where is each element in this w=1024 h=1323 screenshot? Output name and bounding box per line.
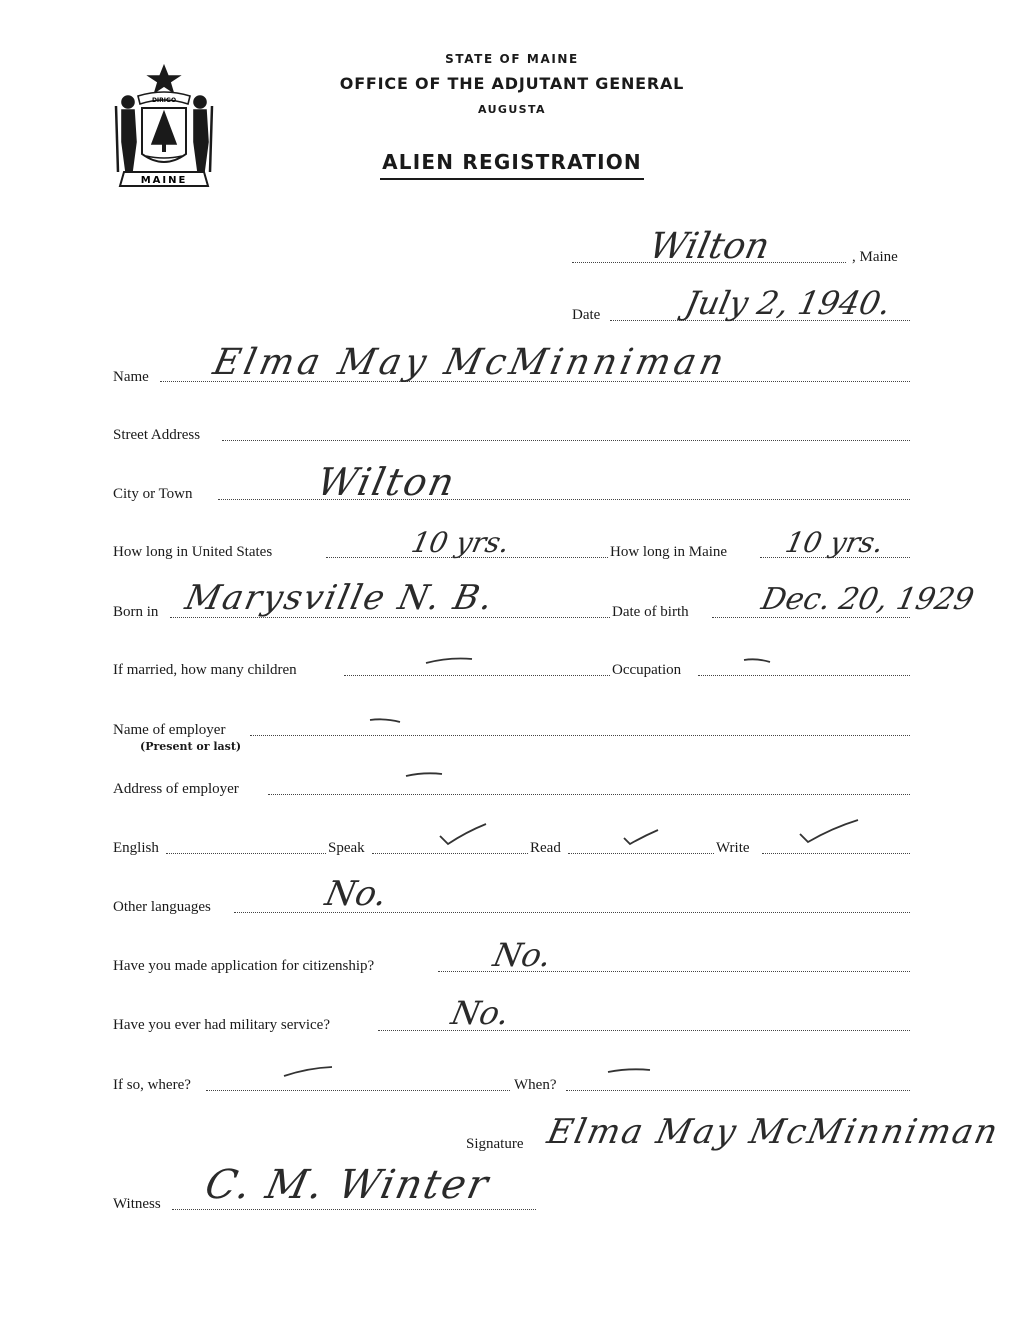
speak-check-mark bbox=[436, 822, 488, 848]
street-address-leader bbox=[222, 440, 910, 441]
date-of-birth-label: Date of birth bbox=[612, 604, 689, 620]
write-leader bbox=[762, 853, 910, 854]
signature-value: Elma May McMinniman bbox=[543, 1112, 1003, 1152]
if-so-where-label: If so, where? bbox=[113, 1077, 191, 1093]
header-city: AUGUSTA bbox=[478, 103, 546, 116]
seal-motto: DIRIGO bbox=[151, 97, 177, 104]
employer-name-label: Name of employer bbox=[113, 722, 226, 738]
witness-label: Witness bbox=[113, 1196, 161, 1212]
date-value: July 2, 1940. bbox=[681, 284, 895, 322]
if-so-where-dash bbox=[282, 1064, 334, 1080]
born-in-label: Born in bbox=[113, 604, 159, 620]
name-value: Elma May McMinniman bbox=[209, 342, 732, 383]
read-check-mark bbox=[620, 826, 660, 848]
if-so-where-leader bbox=[206, 1090, 510, 1091]
occupation-leader bbox=[698, 675, 910, 676]
seal-banner-text: MAINE bbox=[140, 175, 188, 186]
occupation-dash bbox=[742, 656, 772, 666]
citizenship-label: Have you made application for citizenship? bbox=[113, 958, 375, 974]
name-label: Name bbox=[113, 369, 149, 385]
how-long-maine-value: 10 yrs. bbox=[782, 526, 887, 559]
employer-address-dash bbox=[404, 770, 444, 780]
header-office: OFFICE OF THE ADJUTANT GENERAL bbox=[339, 74, 685, 93]
date-of-birth-leader bbox=[712, 617, 910, 618]
when-leader bbox=[566, 1090, 910, 1091]
when-label: When? bbox=[514, 1077, 557, 1093]
married-children-leader bbox=[344, 675, 610, 676]
when-dash bbox=[606, 1066, 652, 1076]
employer-address-leader bbox=[268, 794, 910, 795]
english-label: English bbox=[113, 840, 159, 856]
date-of-birth-value: Dec. 20, 1929 bbox=[758, 582, 978, 617]
town-value: Wilton bbox=[645, 226, 774, 267]
header-state: STATE OF MAINE bbox=[445, 52, 579, 66]
read-leader bbox=[568, 853, 714, 854]
employer-address-label: Address of employer bbox=[113, 781, 239, 797]
how-long-us-value: 10 yrs. bbox=[408, 526, 513, 559]
other-languages-value: No. bbox=[321, 874, 391, 914]
employer-name-leader bbox=[250, 735, 910, 736]
other-languages-label: Other languages bbox=[113, 899, 211, 915]
city-or-town-label: City or Town bbox=[113, 486, 193, 502]
witness-leader bbox=[172, 1209, 536, 1210]
speak-label: Speak bbox=[328, 840, 365, 856]
how-long-us-label: How long in United States bbox=[113, 544, 273, 560]
born-in-value: Marysville N. B. bbox=[181, 578, 499, 618]
street-address-label: Street Address bbox=[113, 427, 201, 443]
employer-name-dash bbox=[368, 716, 402, 726]
married-children-dash bbox=[424, 655, 474, 667]
employer-name-note: (Present or last) bbox=[140, 740, 242, 753]
english-leader bbox=[166, 853, 326, 854]
signature-label: Signature bbox=[466, 1136, 524, 1152]
married-children-label: If married, how many children bbox=[113, 662, 297, 678]
speak-leader bbox=[372, 853, 528, 854]
military-service-value: No. bbox=[447, 994, 513, 1032]
write-check-mark bbox=[796, 818, 860, 846]
military-service-label: Have you ever had military service? bbox=[113, 1017, 330, 1033]
witness-value: C. M. Winter bbox=[201, 1162, 494, 1208]
form-title: ALIEN REGISTRATION bbox=[380, 150, 644, 180]
citizenship-value: No. bbox=[489, 936, 555, 974]
occupation-label: Occupation bbox=[612, 662, 682, 678]
write-label: Write bbox=[716, 840, 750, 856]
read-label: Read bbox=[530, 840, 561, 856]
maine-label: , Maine bbox=[852, 249, 898, 265]
date-label: Date bbox=[572, 307, 601, 323]
city-or-town-value: Wilton bbox=[313, 460, 461, 504]
how-long-maine-label: How long in Maine bbox=[610, 544, 728, 560]
